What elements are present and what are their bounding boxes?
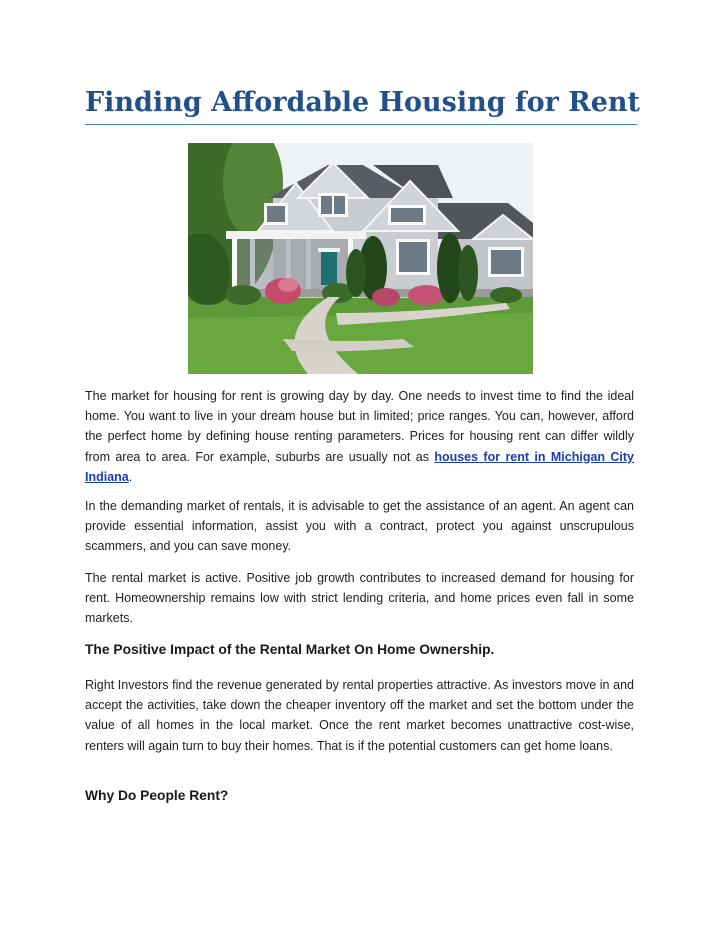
paragraph-1 [85,386,634,487]
page-title: Finding Affordable Housing for Rent [85,87,641,118]
paragraph-2: In the demanding market of rentals, it is advisable to get the assistance of an agent. An agent can provide essential information, assist you with a contract, protect you against unscrupulous scammers, and you can save money. [85,499,634,554]
paragraph-3: The rental market is active. Positive job growth contributes to increased demand for housing for rent. Homeownership remains low with strict lending criteria, and home prices even fall in some markets. [85,571,634,626]
paragraph-1-text: The market for housing for rent is growing day by day. One needs to invest time to find the ideal home. You want to live in your dream house but in limited; price ranges. You can, however, afford the perfect home by defining house renting parameters. Prices for housing rent can differ wildly from area to area. For example, suburbs are usually not as [85,389,634,464]
paragraph-4: Right Investors find the revenue generated by rental properties attractive. As investors move in and accept the activities, take down the cheaper inventory off the market and set the bottom under the value of all homes in the local market. Once the rent market becomes unattractive cost-wise, renters will again turn to buy their homes. That is if the potential customers can get home loans. [85,678,634,753]
section-heading-positive-impact: The Positive Impact of the Rental Market On Home Ownership. [85,642,495,657]
house-photo [188,143,533,374]
title-underline [85,124,637,125]
section-heading-why-rent: Why Do People Rent? [85,788,229,803]
house-photo-icon [188,143,533,374]
paragraph-1-end: . [128,469,133,484]
houses-for-rent-link[interactable]: houses for rent in Michigan City Indiana [85,449,635,484]
